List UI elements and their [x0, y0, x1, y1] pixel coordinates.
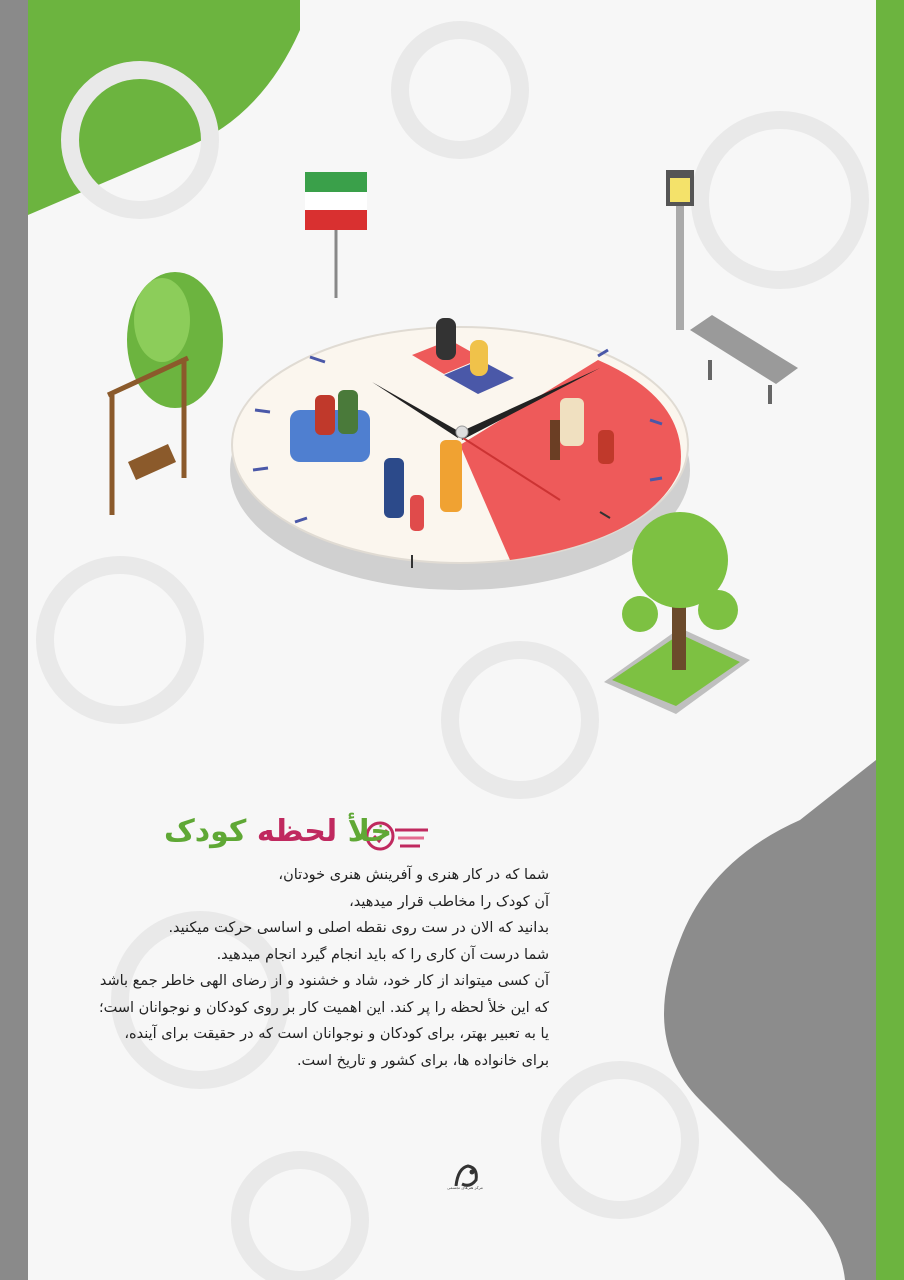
title-text: [164, 814, 392, 849]
flag-white: [305, 192, 367, 210]
title-part-1: خلأ: [347, 814, 392, 849]
quote-line: آن کودک را مخاطب قرار میدهید،: [349, 893, 549, 910]
poster-title: [140, 812, 440, 860]
flag-red: [305, 210, 367, 230]
quote-text: [99, 862, 549, 1074]
left-tree-highlight: [134, 278, 190, 362]
praying-figure-2: [470, 340, 488, 376]
grandparent-figure: [560, 398, 584, 446]
walking-figure-1: [384, 458, 404, 518]
quote-line: شما درست آن کاری را که باید انجام گیرد انجام میدهید.: [216, 946, 549, 963]
quote-line: بدانید که الان در ست روی نقطه اصلی و اساسی حرکت میکنید.: [168, 920, 549, 936]
quote-line: برای خانواده ها، برای کشور و تاریخ است.: [296, 1052, 549, 1069]
publisher-logo-caption: مرکز هنرهای تجسمی: [447, 1185, 483, 1190]
publisher-logo-icon: [436, 1158, 496, 1198]
quote-line: آن کسی میتواند از کار خود، شاد و خشنود و از رضای الهی خاطر جمع باشد: [99, 973, 549, 989]
left-gray-strip: [0, 0, 28, 1280]
walking-figure-2: [440, 440, 462, 512]
right-tree-crown-right: [698, 590, 738, 630]
lamp-light: [670, 178, 690, 202]
quote-line: یا به تعبیر بهتر، برای کودکان و نوجوانان است که در حقیقت برای آینده،: [124, 1026, 549, 1042]
bottom-right-gray-shape: [664, 760, 876, 1280]
grandchild-figure: [598, 430, 614, 464]
right-tree-crown-left: [622, 596, 658, 632]
right-green-strip: [876, 0, 904, 1280]
title-part-2: لحظه: [256, 814, 338, 849]
flag-green: [305, 172, 367, 192]
praying-figure-1: [436, 318, 456, 360]
chair: [550, 420, 560, 460]
title-part-3: کودک: [164, 814, 247, 849]
sofa-figure-1: [315, 395, 335, 435]
quote-line: که این خلأ لحظه را پر کند. این اهمیت کار بر روی کودکان و نوجوانان است؛: [99, 999, 549, 1016]
right-tree-trunk: [672, 600, 686, 670]
sofa-figure-2: [338, 390, 358, 434]
quote-line: شما که در کار هنری و آفرینش هنری خودتان،: [278, 867, 549, 883]
bench-seat: [690, 315, 798, 384]
clock-center: [456, 426, 468, 438]
swing-seat: [128, 444, 176, 480]
walking-child: [410, 495, 424, 531]
